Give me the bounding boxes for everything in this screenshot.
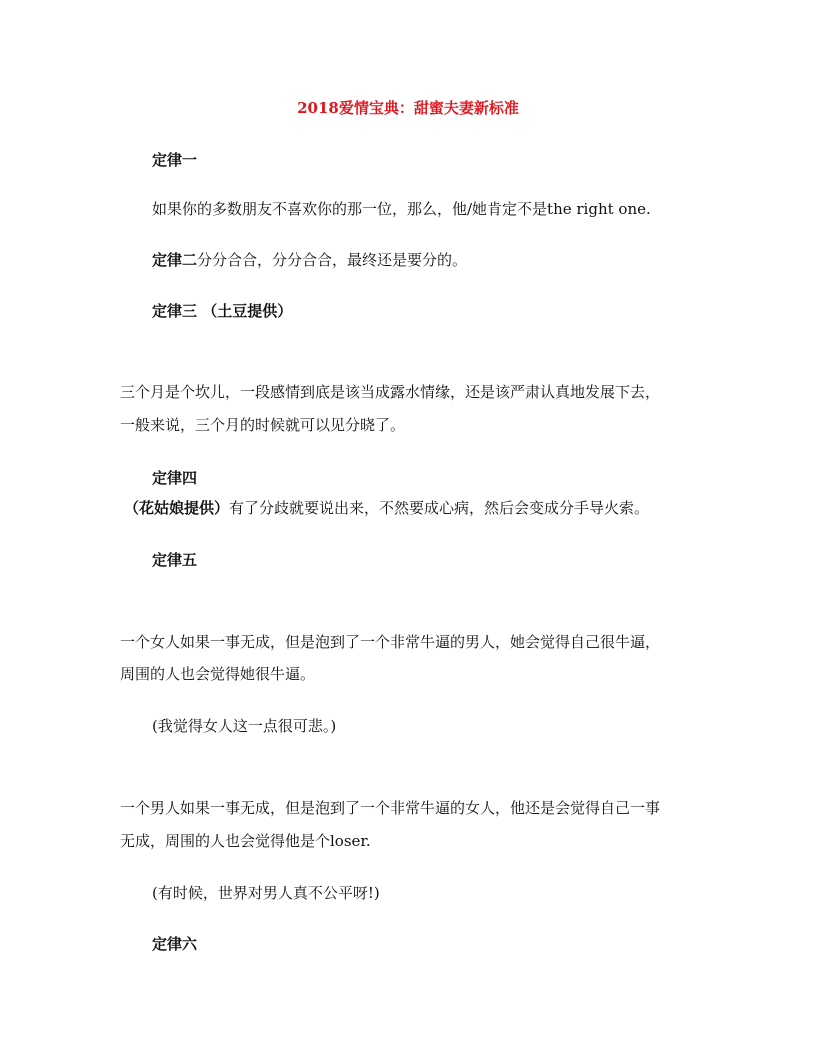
law-2-text: 分分合合，分分合合，最终还是要分的。	[197, 251, 468, 269]
law-2-heading: 定律二	[152, 251, 198, 269]
law-3-text-line-1: 三个月是个坎儿，一段感情到底是该当成露水情缘，还是该严肃认真地发展下去，	[120, 383, 661, 401]
document-title: 2018爱情宝典：甜蜜夫妻新标准	[297, 99, 519, 117]
law-5-para-1-line-2: 周围的人也会觉得她很牛逼。	[120, 665, 316, 683]
law-4-text: 有了分歧就要说出来，不然要成心病，然后会变成分手导火索。	[229, 499, 650, 517]
law-5-heading: 定律五	[152, 551, 198, 569]
law-5-para-2-line-1: 一个男人如果一事无成，但是泡到了一个非常牛逼的女人，他还是会觉得自己一事	[120, 799, 661, 817]
law-4-contributor: （花姑娘提供）	[124, 499, 230, 517]
law-4-paragraph	[124, 498, 649, 518]
law-6-heading: 定律六	[152, 935, 198, 953]
law-3-text-line-2: 一般来说，三个月的时候就可以见分晓了。	[120, 416, 406, 434]
law-1-heading: 定律一	[152, 151, 198, 169]
law-4-heading: 定律四	[152, 469, 198, 487]
law-2-paragraph	[152, 250, 467, 270]
law-3-heading: 定律三 （土豆提供）	[152, 302, 293, 320]
law-1-text: 如果你的多数朋友不喜欢你的那一位，那么，他/她肯定不是the right one.	[152, 200, 651, 218]
law-5-note-1: (我觉得女人这一点很可悲。)	[152, 717, 337, 735]
law-5-para-1-line-1: 一个女人如果一事无成，但是泡到了一个非常牛逼的男人，她会觉得自己很牛逼，	[120, 633, 661, 651]
law-5-para-2-line-2: 无成，周围的人也会觉得他是个loser.	[120, 832, 371, 850]
law-5-note-2: (有时候，世界对男人真不公平呀!)	[152, 884, 380, 902]
